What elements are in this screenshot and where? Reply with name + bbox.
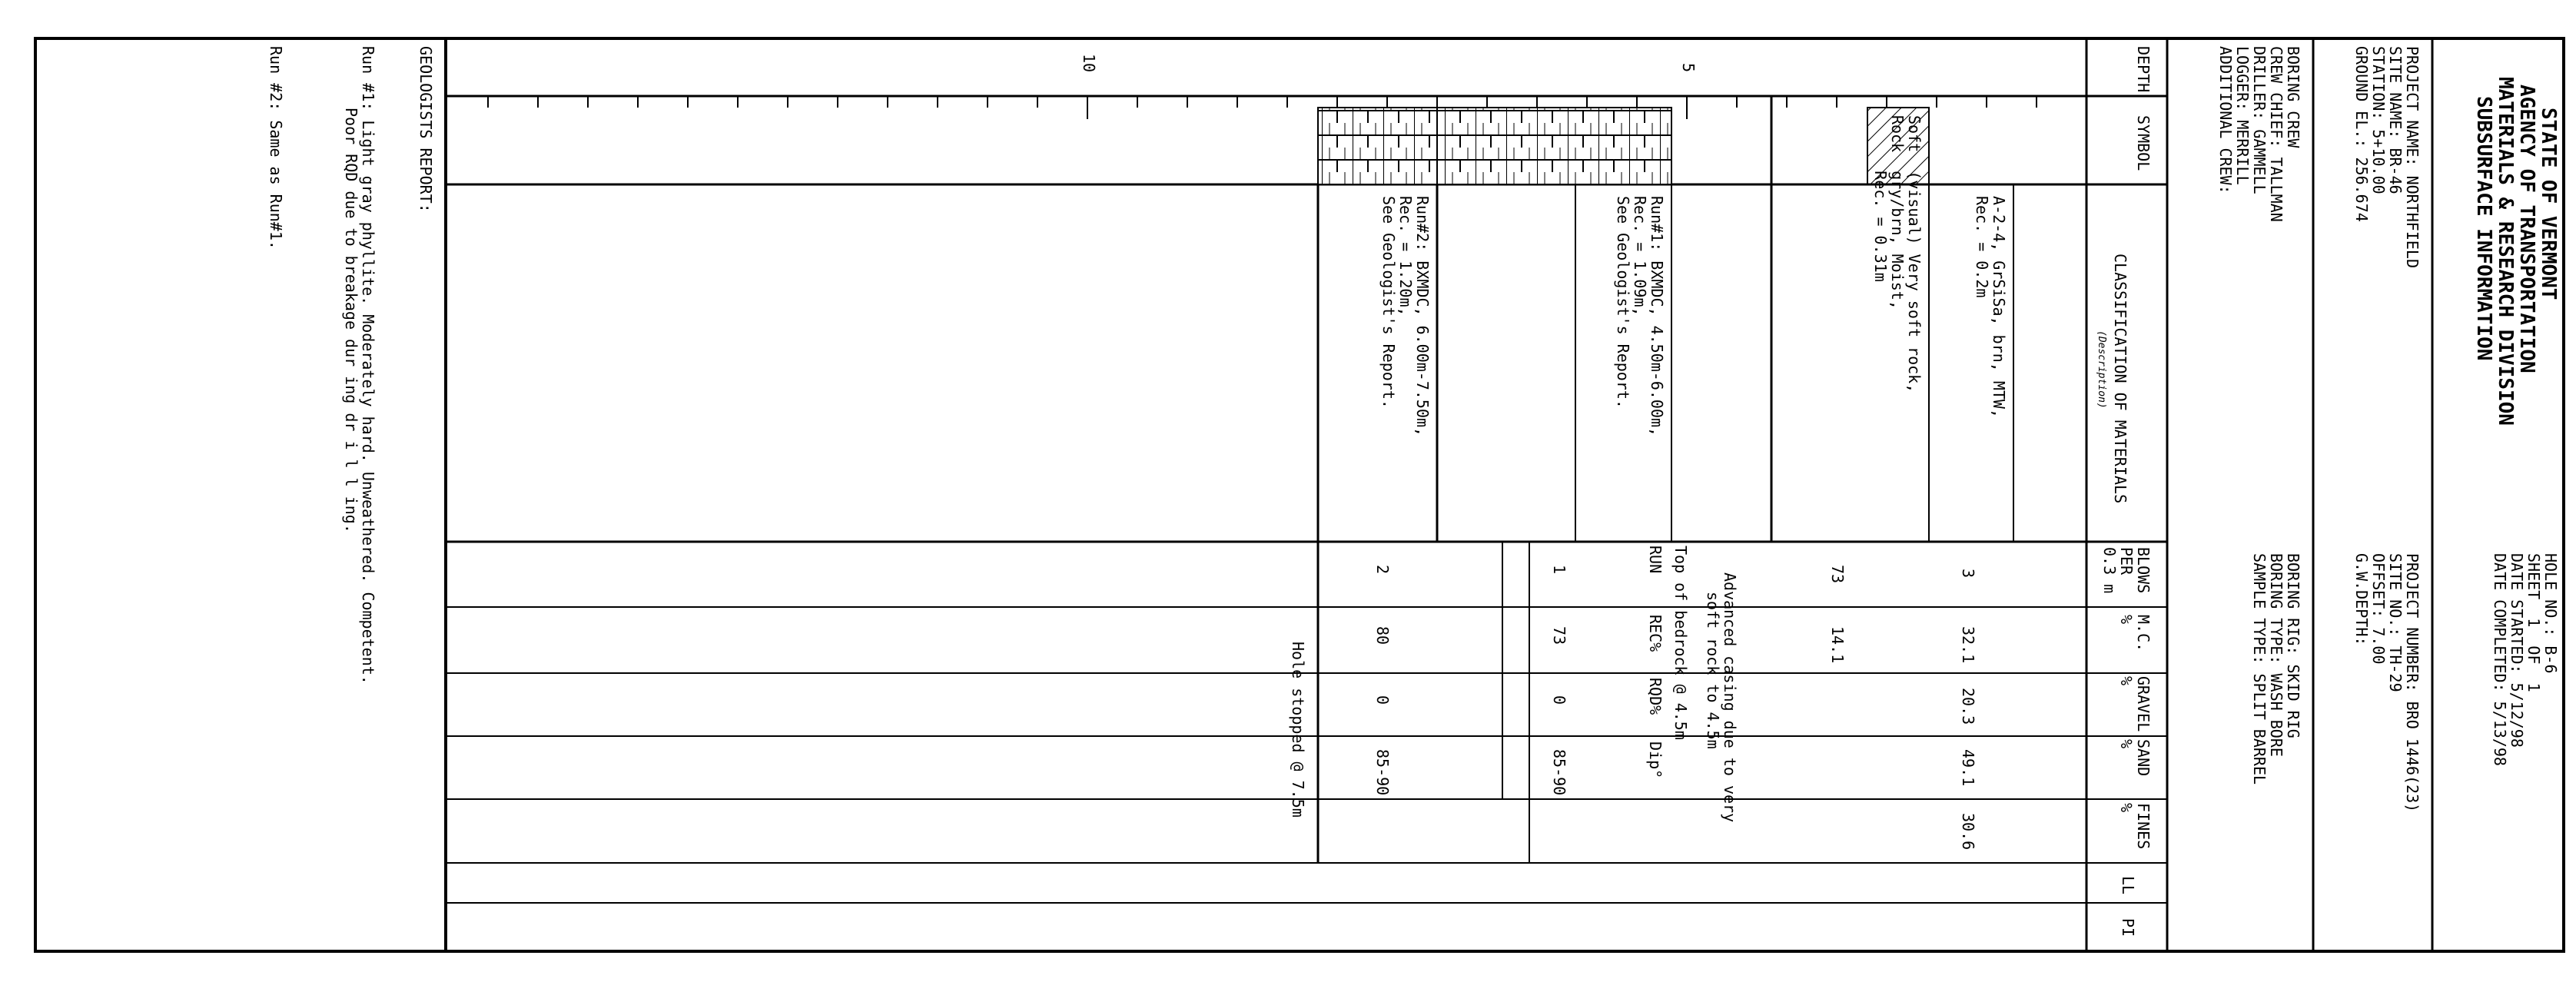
- sample-2-blows: 73: [1828, 565, 1847, 584]
- run-1-no: 1: [1550, 565, 1569, 575]
- date-started: DATE STARTED: 5/12/98: [2508, 553, 2526, 748]
- run-header: RUN: [1646, 546, 1665, 574]
- project-number: PROJECT NUMBER: BRO 1446(23): [2403, 553, 2422, 813]
- col-pi: PI: [2119, 918, 2137, 937]
- sample-1-fines: 30.6: [1959, 813, 1977, 851]
- sample-1-sand: 49.1: [1959, 749, 1977, 787]
- rec-header: REC%: [1646, 615, 1665, 652]
- depth-label-10: 10: [1080, 54, 1098, 73]
- run-1-rec: 73: [1550, 626, 1569, 645]
- sample-1-gravel: 20.3: [1959, 688, 1977, 725]
- stratum-2-line-3: Rec. = 0.31m: [1871, 115, 1890, 282]
- run-1-rqd: 0: [1550, 695, 1569, 705]
- stratum-4-line-1: Run#2: BXMDC, 6.00m-7.50m,: [1413, 196, 1432, 437]
- stratum-4-line-3: See Geologist's Report.: [1379, 196, 1398, 409]
- stratum-2-line-1: Soft (visual) Very soft rock,: [1905, 115, 1924, 393]
- offset: OFFSET: 7.00: [2369, 553, 2388, 665]
- sheet-no: SHEET 1 OF 1: [2525, 553, 2543, 692]
- geologist-run1a: Run #1: Light gray phyllite. Moderately hard. Unweathered. Competent.: [359, 46, 377, 685]
- bedrock-note: Top of bedrock @ 4.5m: [1671, 546, 1690, 740]
- stratum-4-line-2: Rec. = 1.20m,: [1396, 196, 1415, 317]
- depth-label-5: 5: [1679, 63, 1698, 73]
- col-symbol: SYMBOL: [2134, 115, 2153, 171]
- hole-stopped: Hole stopped @ 7.5m: [1289, 642, 1307, 818]
- col-sand: SAND %: [2117, 739, 2153, 777]
- rqd-header: RQD%: [1646, 678, 1665, 715]
- stratum-3-line-3: See Geologist's Report.: [1614, 196, 1632, 409]
- title-1: STATE OF VERMONT: [2537, 108, 2560, 300]
- stratum-1-line-2: Rec. = 0.2m: [1973, 196, 1991, 298]
- title-2: AGENCY OF TRANSPORTATION: [2515, 85, 2538, 373]
- casing-note-1: Advanced casing due to very: [1721, 572, 1739, 823]
- logger: LOGGER: MERRILL: [2233, 46, 2252, 185]
- sample-type: SAMPLE TYPE: SPLIT BARREL: [2250, 553, 2269, 785]
- run-2-rqd: 0: [1373, 695, 1392, 705]
- col-gravel: GRAVEL %: [2117, 676, 2153, 732]
- site-name: SITE NAME: BR-46: [2386, 46, 2405, 194]
- stratum-1-line-1: A-2-4, GrSiSa, brn, MTW,: [1990, 196, 2008, 418]
- site-no: SITE NO.: TH-29: [2386, 553, 2405, 692]
- crew-chief: CREW CHIEF: TALLMAN: [2267, 46, 2286, 222]
- col-fines: FINES %: [2117, 803, 2153, 850]
- hole-no: HOLE NO.: B-6: [2541, 553, 2560, 674]
- rock-symbol-run2: [1318, 108, 1437, 184]
- stratum-3-line-2: Rec. = 1.09m,: [1631, 196, 1649, 317]
- depth-scale-ticks: [488, 96, 2037, 119]
- title-4: SUBSURFACE INFORMATION: [2472, 96, 2495, 361]
- run-2-no: 2: [1373, 565, 1392, 575]
- col-description: (Description): [2096, 330, 2107, 409]
- geologist-run1b: Poor RQD due to breakage dur ing dr i l l ing.: [342, 108, 360, 533]
- col-mc: M.C. %: [2117, 615, 2153, 652]
- geologist-run2: Run #2: Same as Run#1.: [267, 46, 285, 250]
- boring-crew: BORING CREW: [2284, 46, 2302, 148]
- boring-type: BORING TYPE: WASH BORE: [2267, 553, 2286, 757]
- station: STATION: 5+10.00: [2369, 46, 2388, 194]
- driller: DRILLER: GAMMELL: [2250, 46, 2269, 194]
- casing-note-2: soft rock to 4.5m: [1704, 592, 1722, 749]
- boring-rig: BORING RIG: SKID RIG: [2284, 553, 2302, 738]
- project-name: PROJECT NAME: NORTHFIELD: [2403, 46, 2422, 268]
- additional-crew: ADDITIONAL CREW:: [2216, 46, 2235, 194]
- ground-el: GROUND EL.: 256.674: [2352, 46, 2371, 222]
- gw-depth: G.W.DEPTH:: [2352, 553, 2371, 646]
- stratum-3-line-1: Run#1: BXMDC, 4.50m-6.00m,: [1648, 196, 1666, 437]
- dip-header: Dip°: [1646, 741, 1665, 779]
- col-blows: BLOWS PER 0.3 m: [2100, 547, 2153, 594]
- geologist-heading: GEOLOGISTS REPORT:: [417, 46, 435, 213]
- sample-2-mc: 14.1: [1828, 626, 1847, 664]
- col-ll: LL: [2119, 876, 2137, 895]
- col-classification: CLASSIFICATION OF MATERIALS: [2111, 254, 2130, 504]
- rock-symbol-run1: [1437, 108, 1671, 184]
- run-1-dip: 85-90: [1550, 749, 1569, 796]
- sample-1-blows: 3: [1959, 569, 1977, 579]
- title-3: MATERIALS & RESEARCH DIVISION: [2494, 77, 2517, 426]
- sample-1-mc: 32.1: [1959, 626, 1977, 664]
- col-depth: DEPTH: [2134, 46, 2153, 93]
- date-completed: DATE COMPLETED: 5/13/98: [2491, 553, 2509, 766]
- run-2-rec: 80: [1373, 626, 1392, 645]
- stratum-2-line-2: Rock gry/brn, Moist,: [1888, 115, 1907, 310]
- run-2-dip: 85-90: [1373, 749, 1392, 796]
